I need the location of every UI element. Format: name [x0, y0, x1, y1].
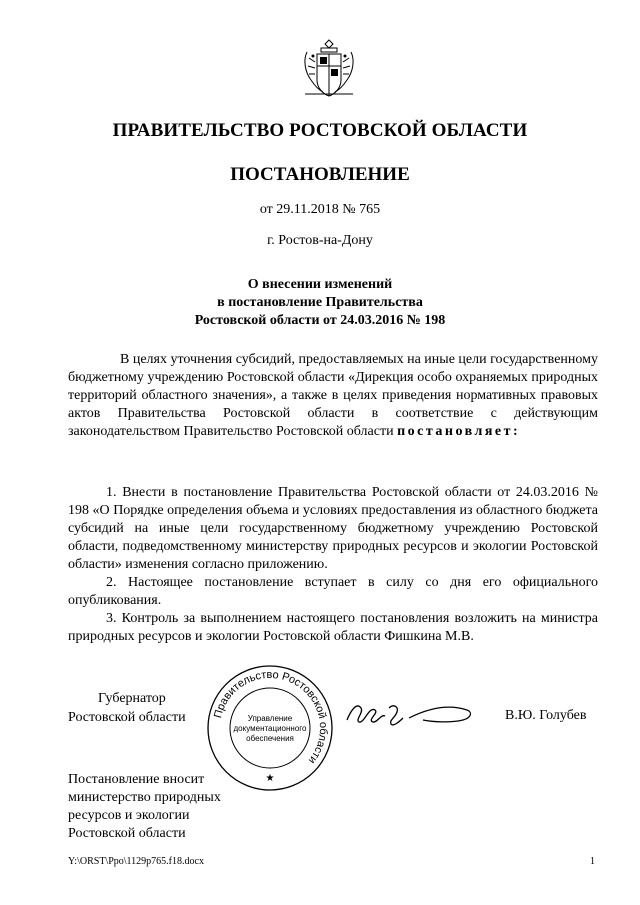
preamble-text: В целях уточнения субсидий, предоставляемых на иные цели государственному бюджетному учреждению Ростовской области «Дирекция особо охраняемых природных территорий областного значения», а также в целях приведения нормативных правовых актов Правительства Ростовской области в соответствие с действующим законодательством Правительство Ростовской области: [68, 352, 598, 439]
note-line-1: Постановление вносит: [68, 772, 205, 787]
stamp-ring-text: Правительство Ростовской области: [212, 668, 330, 766]
heading-line-2: в постановление Правительства: [217, 295, 423, 310]
stamp-center-line-1: Управление: [247, 714, 293, 723]
signer-name: В.Ю. Голубев: [505, 708, 587, 723]
heading-line-1: О внесении изменений: [247, 277, 393, 292]
note-line-3: ресурсов и экологии: [68, 808, 190, 823]
note-line-4: Ростовской области: [68, 826, 186, 841]
official-stamp: [205, 663, 335, 793]
resolution-item-1: 1. Внести в постановление Правительства Ростовской области от 24.03.2016 № 198 «О Порядке определения объема и условиях предоставления из областного бюджета субсидий на иные цели государственному бюджетному учреждению Ростовской области, подведомственному министерству природных ресурсов и экологии Ростовской области» изменения согласно приложению.: [68, 485, 598, 572]
handwritten-signature: [343, 694, 473, 734]
resolution-item-3: 3. Контроль за выполнением настоящего постановления возложить на министра природных ресурсов и экологии Ростовской области Фишкина М.В.: [68, 611, 598, 644]
document-heading: [0, 276, 640, 330]
note-line-2: министерство природных: [68, 790, 221, 805]
date-number-line: от 29.11.2018 № 765: [259, 202, 381, 217]
resolution-item-2: 2. Настоящее постановление вступает в силу со дня его официального опубликования.: [68, 575, 598, 608]
stamp-star-icon: ★: [265, 773, 275, 784]
position-line-2: Ростовской области: [68, 710, 186, 725]
stamp-center-line-3: обеспечения: [246, 734, 294, 743]
heading-line-3: Ростовской области от 24.03.2016 № 198: [194, 313, 446, 328]
organization-title: ПРАВИТЕЛЬСТВО РОСТОВСКОЙ ОБЛАСТИ: [112, 120, 528, 141]
submitter-note: [68, 771, 221, 843]
city-line: г. Ростов-на-Дону: [267, 233, 373, 248]
page-number: 1: [590, 856, 595, 867]
stamp-center-line-2: документационного: [233, 724, 307, 733]
resolution-items: [68, 484, 598, 646]
preamble-resolves: постановляет:: [397, 424, 521, 439]
file-path-footer: Y:\ORST\Ppo\1129p765.f18.docx: [68, 856, 204, 867]
coat-of-arms-emblem: [299, 36, 359, 102]
position-line-1: Губернатор: [98, 691, 166, 706]
governor-position: [68, 689, 186, 727]
document-type: ПОСТАНОВЛЕНИЕ: [230, 164, 410, 185]
preamble-paragraph: [68, 351, 598, 441]
